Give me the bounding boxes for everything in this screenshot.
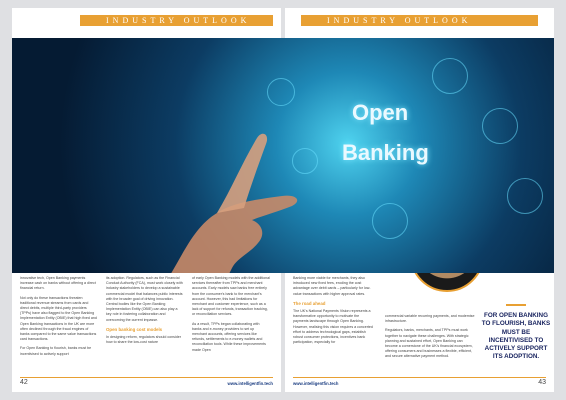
paragraph: As a result, TPPs began collaborating with banks and e-money providers to set up merchant accounts, offering services like refunds, settlements to e-money wallets and reconciliation tools. While these improvements made Open [192,321,266,352]
paragraph: Regulators, banks, merchants, and TPPs must work together to navigate these challenges. With strategic planning and sustained effort, Open Banking can become a cornerstone of the UK's financial ecosystem, offering consumers and businesses a flexible, efficient, and secure alternative payment method. [385,328,473,359]
left-col-1 [20,276,98,361]
paragraph: For Open Banking to flourish, banks must be incentivised to actively support [20,346,92,356]
footer-link[interactable]: www.intelligentfin.tech [293,381,339,386]
paragraph: Banking more viable for merchants, they also introduced new fixed fees, eroding the cost advantage over debit cards – particularly for low-value transactions with higher approval rates. [293,276,371,296]
left-header-bar [80,15,273,26]
glow-ring-icon [372,203,408,239]
left-header-title: INDUSTRY OUTLOOK [106,16,251,25]
paragraph: innovative tech, Open Banking payments increase cash on banks without offering a direct financial return. [20,276,96,291]
glow-ring-icon [432,58,468,94]
right-header-bar [301,15,538,26]
hero-image [12,38,554,273]
paragraph: Not only do these transactions threaten traditional revenue streams from cards and direct debits, multiple third-party providers (TPPs) have also flagged to the Open Banking Implementation Entity (OBIE) that high fixed and Open Banking transactions in the UK are more often declined through the fraud engines of banks compared to the same value transactions card transactions. [20,295,97,342]
paragraph: The UK's National Payments Vision represents a transformative opportunity to motivate the payments landscape through Open Banking. However, realising this vision requires a concerted effort to address technological gaps, establish robust consumer protections, incentives bank participation, especially for [293,309,373,345]
paragraph: its adoption. Regulators, such as the Financial Conduct Authority (FCA), must work closely with industry stakeholders to develop a sustainable commercial model that balances public interests with the broader goal of driving innovation. Central bodies like the Open Banking Implementation Entity (OBIE) can also play a key role in fostering collaboration and overcoming the current impasse. [106,276,183,322]
left-col-2 [106,276,184,349]
open-banking-graphic [342,100,492,200]
subheading: The road ahead [293,300,326,306]
hero-word-open: Open [352,100,409,125]
right-col-1 [293,276,373,349]
paragraph: commercial variable recurring payments, and modernise infrastructure. [385,314,475,324]
footer-rule [20,377,273,378]
left-col-3 [192,276,270,357]
right-col-2 [385,314,475,364]
footer-rule [293,377,546,378]
glow-ring-icon [507,178,543,214]
right-header-title: INDUSTRY OUTLOOK [327,16,472,25]
pull-quote-text: FOR OPEN BANKING TO FLOURISH, BANKS MUST BE INCENTIVISED TO ACTIVELY SUPPORT ITS ADOPTION. [481,312,551,361]
paragraph: In designing reform, regulators should consider how to share the low-cost nature [106,335,181,345]
page-number: 43 [538,379,546,386]
pull-quote [481,304,551,361]
subheading: Open banking cost models [106,326,163,332]
pull-quote-accent [506,304,526,306]
magazine-spread [12,8,554,392]
hero-word-banking: Banking [342,140,429,165]
footer-link[interactable]: www.intelligentfin.tech [227,381,273,386]
glow-ring-icon [267,78,295,106]
hand-illustration [162,108,312,273]
page-number: 42 [20,379,28,386]
paragraph: of early Open Banking models with the additional services thereafter from TPPs and merchant accounts. Early models saw banks free entirely from the consumer's bank to the merchant's account. However, this had limitations for merchant and customer experience, such as a lack of support for refunds, transaction tracking, or reconciliation services. [192,276,270,317]
